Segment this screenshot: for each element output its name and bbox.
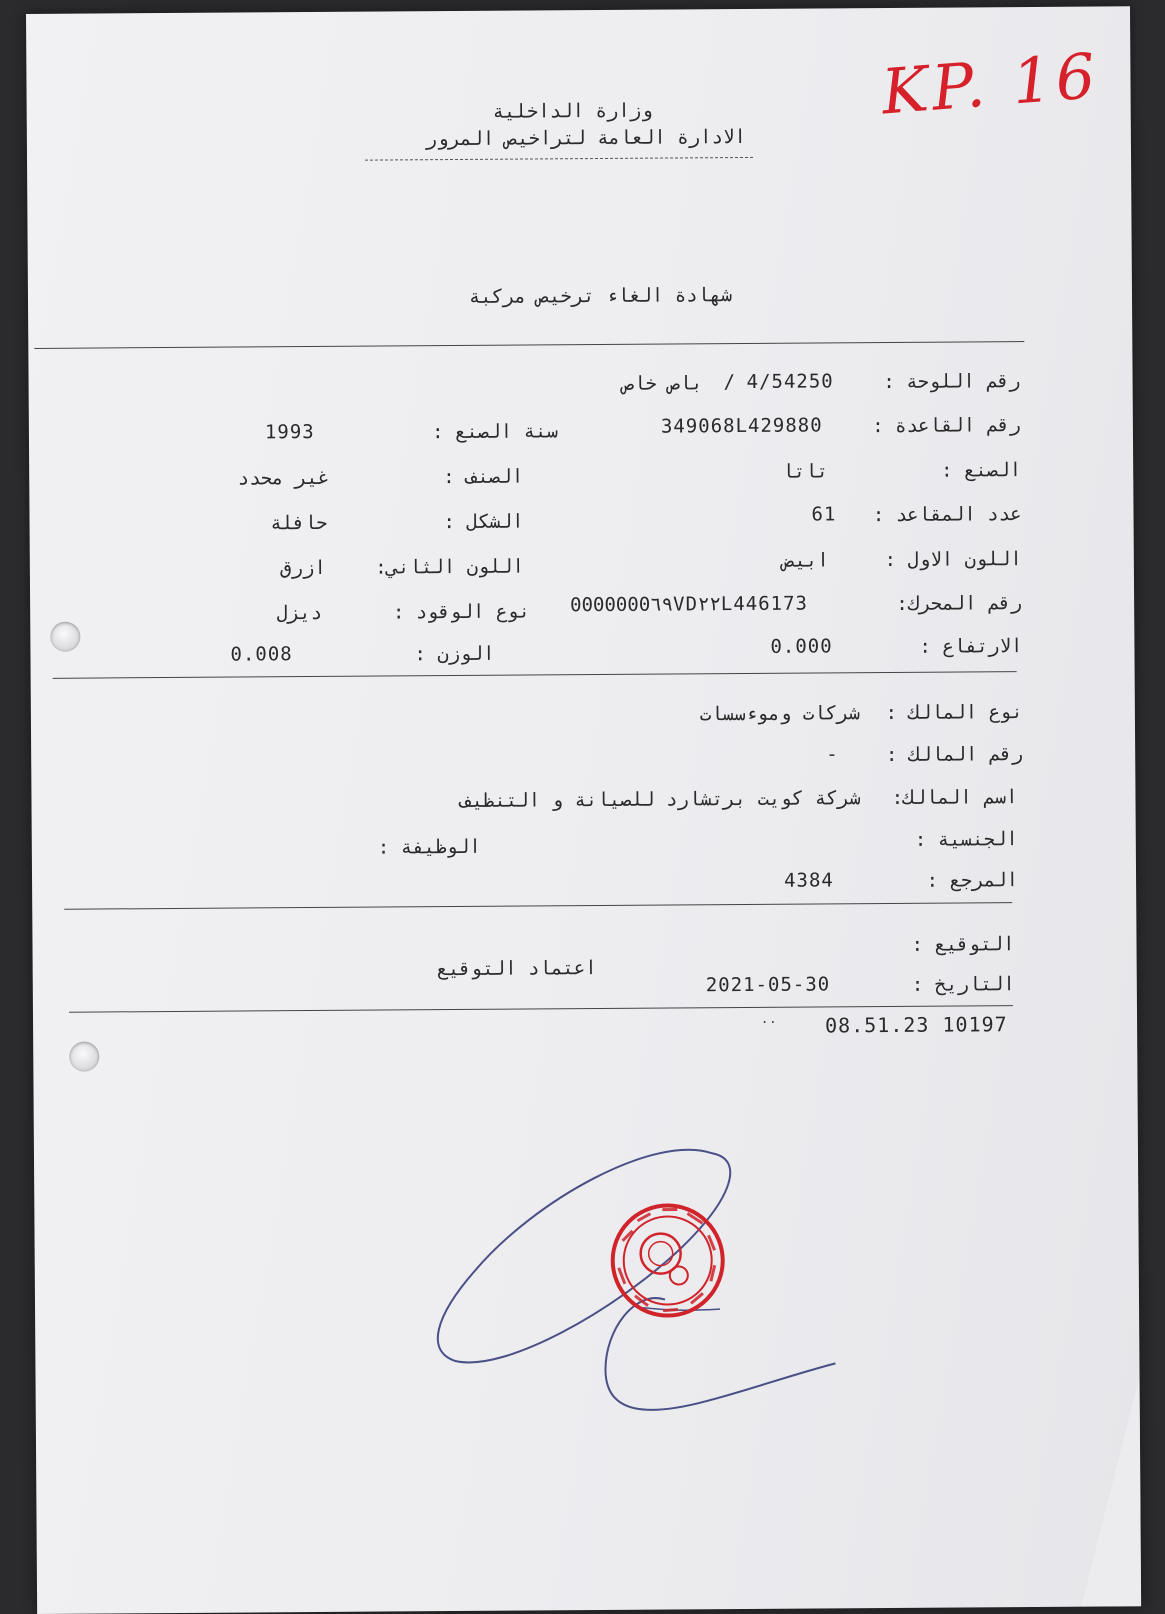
section-divider-3 <box>64 902 1012 910</box>
engine-label: رقم المحرك: <box>896 592 1023 615</box>
owner-type-label: نوع المالك : <box>885 701 1023 725</box>
official-stamp <box>602 1195 733 1326</box>
seats-label: عدد المقاعد : <box>872 503 1022 527</box>
owner-type-value: شركات وموءسسات <box>699 702 860 726</box>
shape-label: الشكل : <box>443 510 524 534</box>
header-divider <box>365 157 753 161</box>
certificate-page <box>26 6 1141 1614</box>
engine-value: 0000000٦٩VD٢٢L446173 <box>570 592 808 617</box>
section-divider-1 <box>34 341 1024 349</box>
height-label: الارتفاع : <box>919 635 1023 658</box>
color1-label: اللون الاول : <box>884 548 1022 572</box>
footer-dots: .. <box>760 1011 778 1026</box>
owner-name-value: شركة كويت برتشارد للصيانة و التنظيف <box>460 787 861 812</box>
signature-approval-label: اعتماد التوقيع <box>436 957 597 981</box>
handwritten-note: KP. 16 <box>879 39 1102 129</box>
color2-value: ازرق <box>280 556 326 580</box>
class-value: غير محدد <box>237 466 330 490</box>
weight-value: 0.008 <box>230 643 293 666</box>
fuel-value: ديزل <box>276 601 323 625</box>
punch-hole-top <box>50 622 80 652</box>
nationality-label: الجنسية : <box>914 828 1018 851</box>
date-label: التاريخ : <box>911 973 1015 996</box>
signature-label: التوقيع : <box>911 933 1015 956</box>
weight-label: الوزن : <box>414 642 495 666</box>
ministry-name: وزارة الداخلية <box>492 99 653 123</box>
time-code: 08.51.23 10197 <box>824 1012 1008 1038</box>
plate-label: رقم اللوحة : <box>883 370 1021 394</box>
date-value: 2021-05-30 <box>705 973 831 997</box>
plate-type: باص خاص <box>622 372 703 395</box>
chassis-label: رقم القاعدة : <box>872 414 1021 438</box>
reference-label: المرجع : <box>926 869 1019 892</box>
plate-value: 4/54250 <box>746 370 834 393</box>
color1-value: ابيض <box>782 549 829 572</box>
document-title: شهادة الغاء ترخيص مركبة <box>468 284 733 308</box>
owner-number-value: - <box>826 743 839 766</box>
fuel-label: نوع الوقود : <box>392 600 531 624</box>
chassis-value: 349068L429880 <box>660 414 823 438</box>
paper-corner <box>1080 1376 1142 1606</box>
shape-value: حافلة <box>270 511 328 535</box>
color2-label: اللون الثاني: <box>375 555 524 579</box>
job-label: الوظيفة : <box>377 835 481 859</box>
seats-value: 61 <box>811 503 837 526</box>
year-value: 1993 <box>264 420 315 444</box>
make-value: تاتا <box>782 460 829 483</box>
department-name: الادارة العامة لتراخيص المرور <box>425 125 746 151</box>
section-divider-4 <box>69 1005 1013 1013</box>
owner-number-label: رقم المالك : <box>885 743 1024 767</box>
punch-hole-bottom <box>69 1042 99 1072</box>
class-label: الصنف : <box>443 465 524 489</box>
section-divider-2 <box>53 671 1017 679</box>
owner-name-label: اسم المالك: <box>891 786 1018 809</box>
height-value: 0.000 <box>770 635 833 658</box>
year-label: سنة الصنع : <box>432 420 559 444</box>
plate-separator: / <box>723 371 737 394</box>
make-label: الصنع : <box>941 459 1022 482</box>
reference-value: 4384 <box>783 869 834 892</box>
